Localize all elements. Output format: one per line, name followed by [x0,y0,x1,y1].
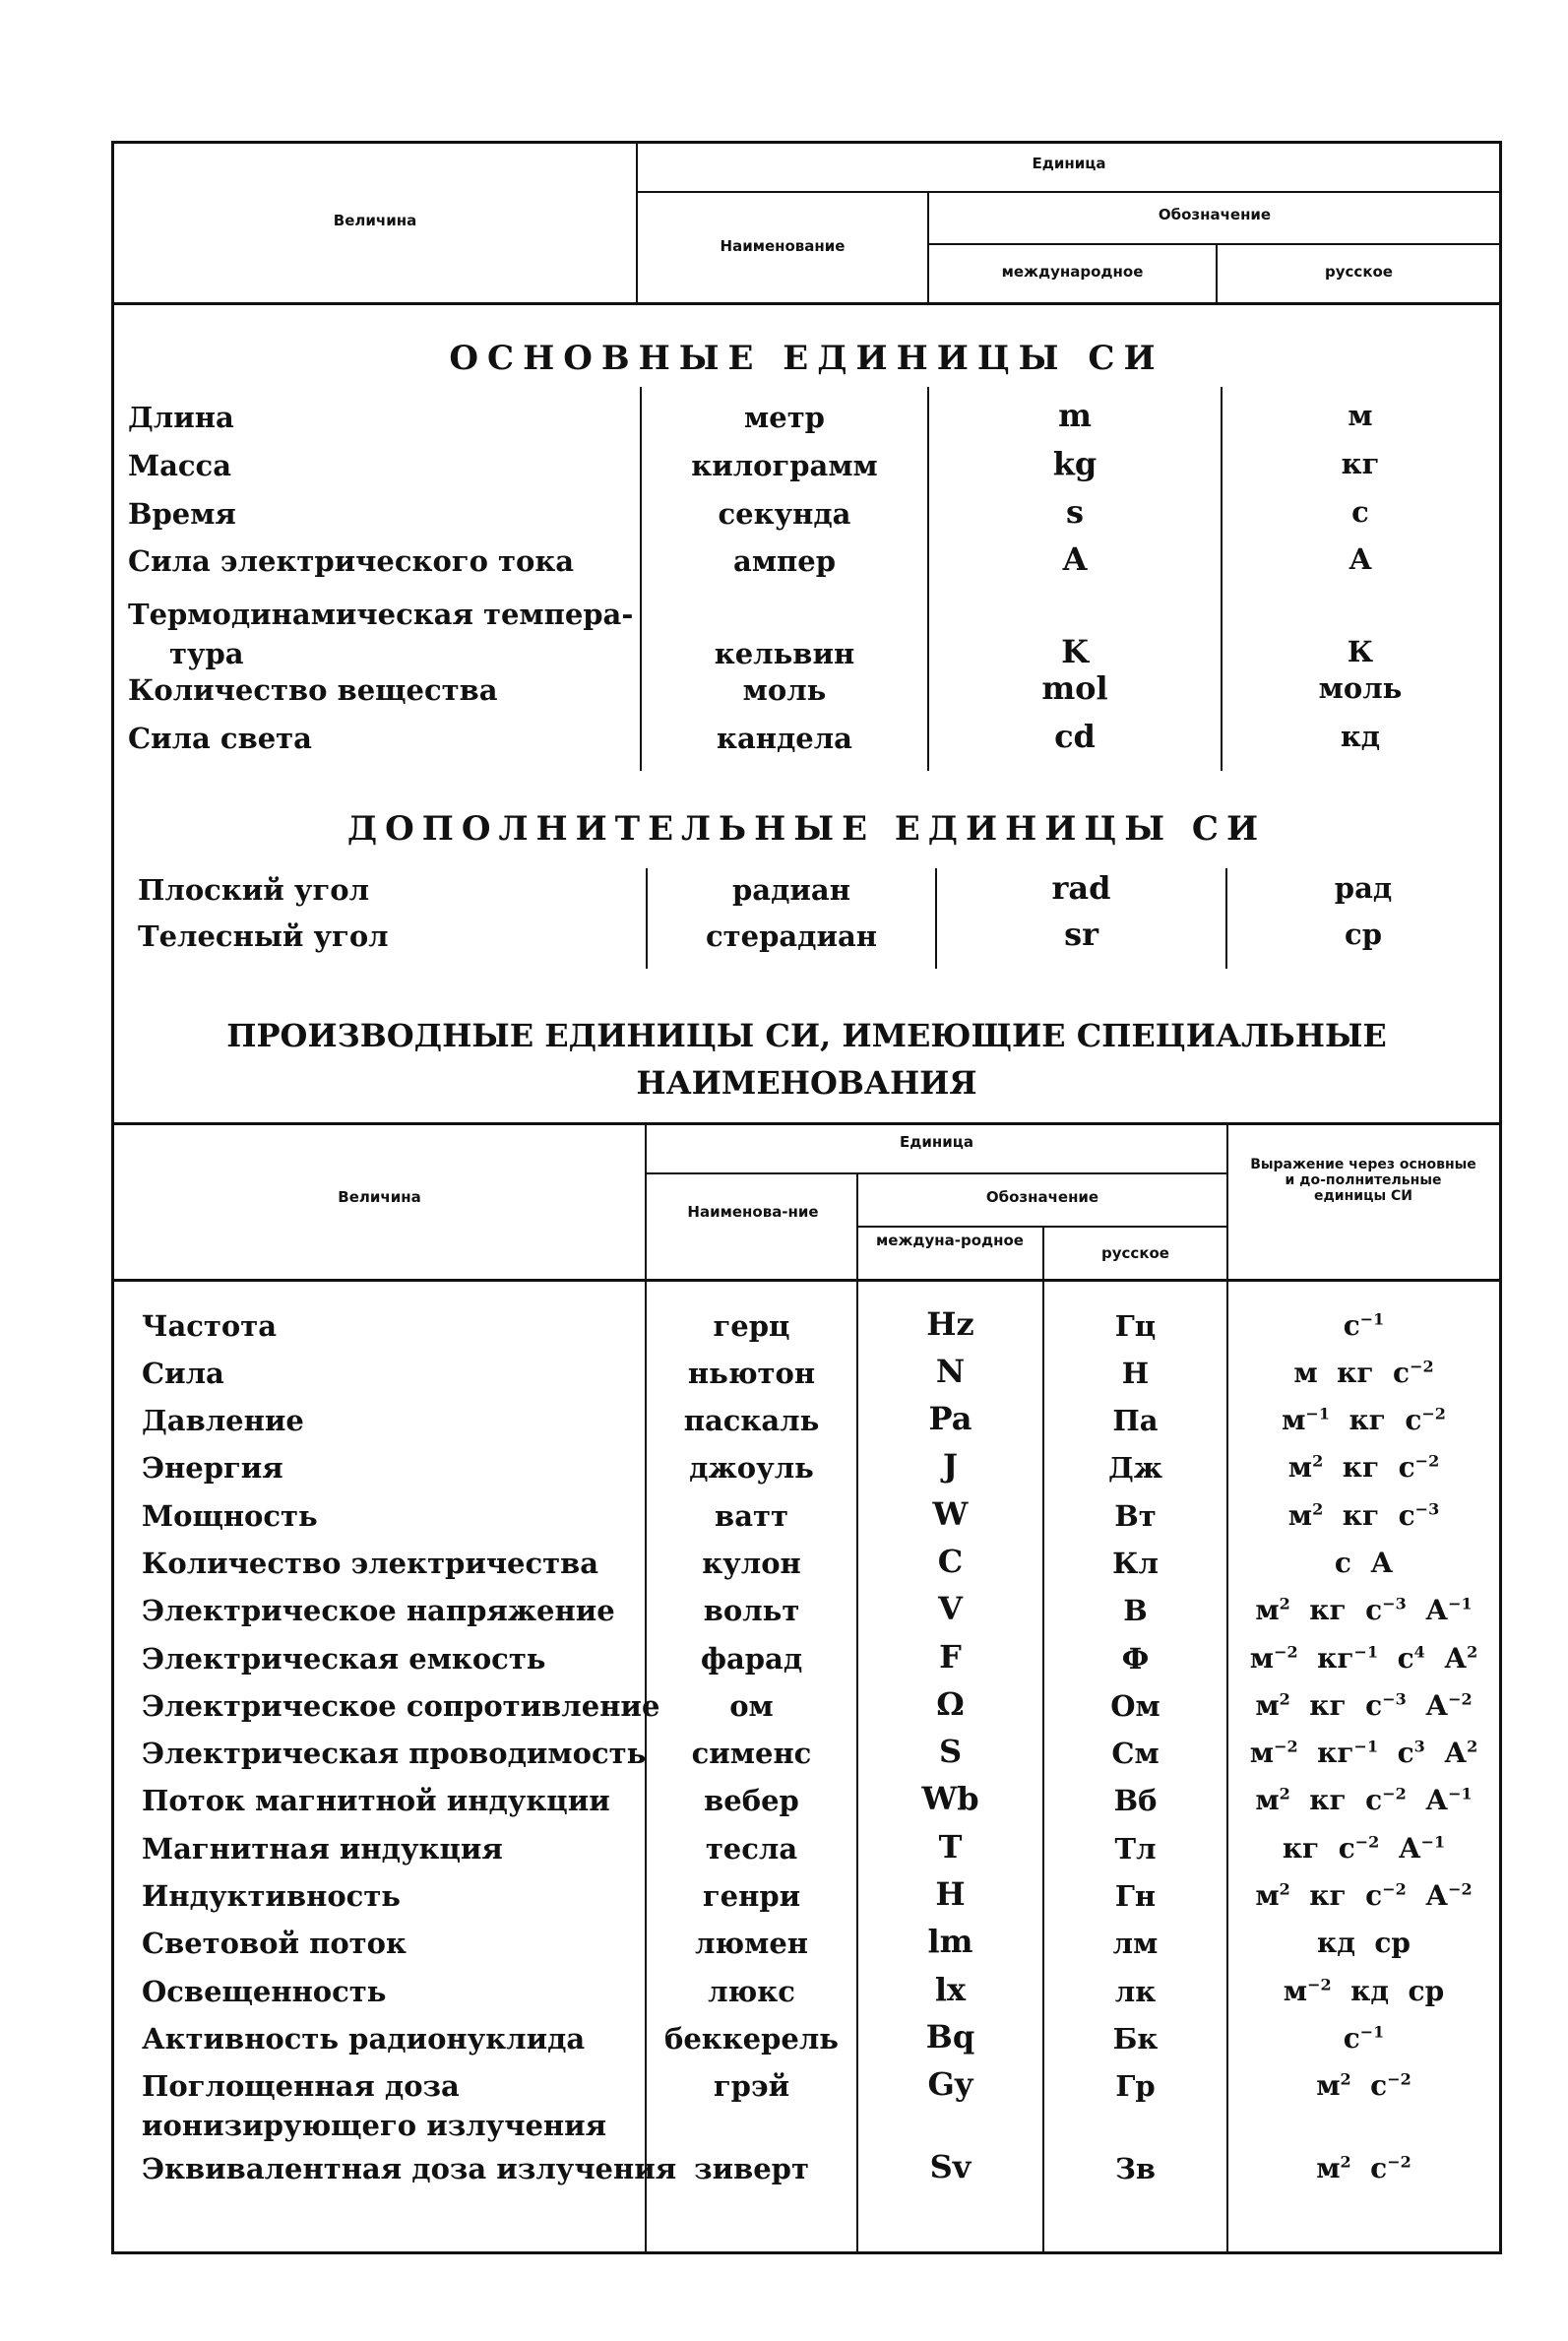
ru-symbol-cell: Гн [1114,1879,1157,1913]
unit-name-cell: вольт [703,1594,800,1627]
header2-international: междуна-родное [876,1232,1024,1249]
quantity-cell: Электрическая емкость [142,1642,546,1676]
section-derived-title-line1: ПРОИЗВОДНЫЕ ЕДИНИЦЫ СИ, ИМЕЮЩИЕ СПЕЦИАЛЬНЫЕ [226,1017,1387,1054]
header2-bottom [111,1279,1502,1282]
unit-name-cell: стерадиан [706,919,877,953]
header2-russian: русское [1101,1244,1169,1262]
quantity-cell: Поток магнитной индукции [142,1784,610,1817]
unit-name-cell: килограмм [691,449,878,482]
unit-name-cell: кельвин [714,637,855,670]
intl-symbol-cell: V [938,1590,963,1627]
expression-cell: $с^{-1}$ [1343,1309,1385,1342]
intl-symbol-cell: N [935,1353,966,1390]
unit-name-cell: джоуль [689,1451,814,1485]
header1-unit-line [636,191,1502,193]
expression-cell: $м^2$ кг $с^{-2}$ $А^{-1}$ [1255,1784,1473,1816]
quantity-cell: Масса [128,449,231,482]
section-base-title: ОСНОВНЫЕ ЕДИНИЦЫ СИ [449,339,1164,378]
frame-bottom [111,2251,1502,2254]
expression-cell: $м^2$ кг $с^{-3}$ [1287,1499,1440,1532]
expression-cell: $м^2$ $с^{-2}$ [1316,2069,1411,2102]
expression-cell: $м^2$ кг $с^{-2}$ $А^{-2}$ [1255,1879,1473,1912]
unit-name-cell: паскаль [683,1404,820,1437]
unit-name-cell: моль [742,673,827,707]
ru-symbol-cell: моль [1318,671,1403,705]
ru-symbol-cell: лк [1114,1975,1157,2008]
quantity-cell: Активность радионуклида [142,2022,586,2056]
ru-symbol-cell: Гр [1115,2069,1156,2103]
quantity-cell: Время [128,497,236,531]
section-supplementary-title: ДОПОЛНИТЕЛЬНЫЕ ЕДИНИЦЫ СИ [346,809,1267,849]
expression-cell: $м^{-1}$ кг $с^{-2}$ [1282,1404,1446,1436]
ru-symbol-cell: А [1348,542,1372,576]
ru-symbol-cell: Бк [1112,2022,1159,2056]
header2-unit-line [645,1172,1228,1174]
quantity-cell: Давление [142,1404,304,1437]
unit-name-cell: метр [744,401,825,434]
frame-right [1499,141,1502,1125]
intl-symbol-cell: Ω [936,1685,965,1723]
ru-symbol-cell: Зв [1114,2152,1157,2185]
quantity-cell-cont: тура [169,637,244,670]
intl-symbol-cell: lm [927,1923,973,1960]
frame-right-lower [1499,1125,1502,2254]
unit-name-cell: ньютон [687,1357,816,1390]
ru-symbol-cell: К [1347,635,1374,668]
ru-symbol-cell: кд [1340,720,1381,753]
intl-symbol-cell: cd [1054,718,1096,755]
ru-symbol-cell: лм [1112,1927,1159,1960]
unit-name-cell: генри [702,1879,801,1913]
intl-symbol-cell: S [938,1733,963,1770]
intl-symbol-cell: W [932,1495,969,1533]
header1-quantity: Величина [333,212,417,229]
quantity-cell: Электрическая проводимость [142,1737,647,1770]
unit-name-cell: фарад [700,1642,803,1676]
ru-symbol-cell: Гц [1114,1309,1157,1343]
ru-symbol-cell: Дж [1107,1451,1163,1485]
quantity-cell: Электрическое сопротивление [142,1689,660,1723]
ru-symbol-cell: с [1351,495,1369,529]
unit-name-cell: сименс [691,1737,812,1770]
intl-symbol-cell: F [939,1638,962,1676]
header1-designation: Обозначение [1158,206,1272,223]
quantity-cell: Плоский угол [138,873,370,907]
intl-symbol-cell: J [942,1447,959,1485]
intl-symbol-cell: Sv [929,2148,972,2185]
unit-name-cell: люмен [694,1927,809,1960]
intl-symbol-cell: rad [1051,869,1111,907]
base-divider-1 [640,387,642,771]
header1-unit: Единица [1032,155,1106,172]
expression-cell: $м^2$ $с^{-2}$ [1316,2152,1411,2184]
quantity-cell: Эквивалентная доза излучения [142,2152,677,2185]
intl-symbol-cell: s [1065,493,1084,531]
ru-symbol-cell: Вт [1114,1499,1157,1533]
frame-top [111,141,1502,144]
ru-symbol-cell: Кл [1112,1547,1159,1580]
ru-symbol-cell: Ом [1110,1689,1160,1723]
unit-name-cell: беккерель [664,2022,839,2056]
intl-symbol-cell: T [938,1828,963,1866]
expression-cell: $с^{-1}$ [1343,2022,1385,2055]
unit-name-cell: тесла [705,1832,798,1866]
unit-name-cell: ом [729,1689,774,1723]
unit-name-cell: вебер [704,1784,799,1817]
ru-symbol-cell: Па [1112,1404,1159,1437]
intl-symbol-cell: Gy [927,2065,973,2103]
quantity-cell: Термодинамическая темпера- [128,598,634,631]
header2-unit: Единица [900,1133,973,1151]
quantity-cell: Магнитная индукция [142,1832,503,1866]
ru-symbol-cell: ср [1345,917,1382,951]
ru-symbol-cell: Тл [1114,1832,1157,1866]
intl-symbol-cell: A [1062,540,1088,578]
section-derived-title-line2: НАИМЕНОВАНИЯ [636,1064,977,1102]
ru-symbol-cell: Вб [1113,1784,1158,1817]
ru-symbol-cell: Н [1121,1357,1150,1390]
ru-symbol-cell: рад [1334,871,1393,905]
expression-cell: $м^{-2}$ $кг^{-1}$ $с^4$ $А^2$ [1249,1642,1478,1675]
intl-symbol-cell: K [1061,633,1089,670]
quantity-cell: Сила электрического тока [128,544,575,578]
quantity-cell: Частота [142,1309,277,1343]
quantity-cell: Телесный угол [138,919,389,953]
header2-quantity: Величина [338,1188,421,1206]
unit-name-cell: люкс [708,1975,795,2008]
header2-top [111,1122,1502,1125]
expression-cell: $м^{-2}$ кд ср [1283,1975,1445,2007]
expression-cell: $м^2$ кг $с^{-3}$ $А^{-2}$ [1255,1689,1473,1722]
expression-cell: $м^2$ кг $с^{-3}$ $А^{-1}$ [1255,1594,1473,1626]
intl-symbol-cell: Pa [928,1400,972,1437]
intl-symbol-cell: sr [1064,916,1098,953]
unit-name-cell: кулон [702,1547,801,1580]
base-divider-3 [1221,387,1223,771]
intl-symbol-cell: lx [934,1971,967,2008]
unit-name-cell: ампер [733,544,836,578]
intl-symbol-cell: Bq [925,2018,975,2056]
header2-name: Наименова-ние [687,1203,819,1221]
intl-symbol-cell: Hz [926,1305,974,1343]
expression-cell: $м^{-2}$ $кг^{-1}$ $с^3$ $А^2$ [1249,1737,1478,1769]
quantity-cell: Энергия [142,1451,283,1485]
intl-symbol-cell: mol [1041,669,1108,707]
ru-symbol-cell: См [1111,1737,1160,1770]
quantity-cell: Длина [128,401,234,434]
quantity-cell: Индуктивность [142,1879,401,1913]
intl-symbol-cell: m [1058,397,1092,434]
expression-cell: с А [1334,1547,1394,1579]
expression-cell: кг $с^{-2}$ $А^{-1}$ [1282,1832,1446,1865]
unit-name-cell: кандела [717,722,852,755]
unit-name-cell: ватт [715,1499,788,1533]
quantity-cell: Количество вещества [128,673,498,707]
quantity-cell: Количество электричества [142,1547,599,1580]
expression-cell: м кг $с^{-2}$ [1293,1357,1434,1389]
ru-symbol-cell: м [1348,399,1373,432]
quantity-cell-cont: ионизирующего излучения [142,2109,607,2142]
quantity-cell: Сила света [128,722,312,755]
quantity-cell: Поглощенная доза [142,2069,460,2103]
header1-desig-line [927,243,1502,245]
unit-name-cell: зиверт [694,2152,809,2185]
header1-bottom [111,302,1502,305]
ru-symbol-cell: Ф [1121,1642,1150,1676]
intl-symbol-cell: H [935,1875,966,1913]
expression-cell: $м^2$ кг $с^{-2}$ [1287,1451,1440,1484]
ru-symbol-cell: кг [1341,447,1380,480]
intl-symbol-cell: Wb [921,1780,979,1817]
header1-russian: русское [1325,263,1393,281]
header1-international: международное [1001,263,1144,281]
header1-name: Наименование [720,237,846,255]
quantity-cell: Мощность [142,1499,318,1533]
quantity-cell: Световой поток [142,1927,407,1960]
quantity-cell: Освещенность [142,1975,387,2008]
header2-expression: Выражение через основные и до-полнительные единицы СИ [1250,1157,1476,1205]
unit-name-cell: герц [713,1309,790,1343]
ru-symbol-cell: В [1123,1594,1148,1627]
unit-name-cell: грэй [713,2069,790,2103]
quantity-cell: Сила [142,1357,224,1390]
quantity-cell: Электрическое напряжение [142,1594,615,1627]
expression-cell: кд ср [1316,1927,1411,1959]
intl-symbol-cell: C [937,1543,964,1580]
intl-symbol-cell: kg [1052,445,1098,482]
unit-name-cell: секунда [718,497,851,531]
unit-name-cell: радиан [732,873,850,907]
header2-designation: Обозначение [985,1188,1099,1206]
